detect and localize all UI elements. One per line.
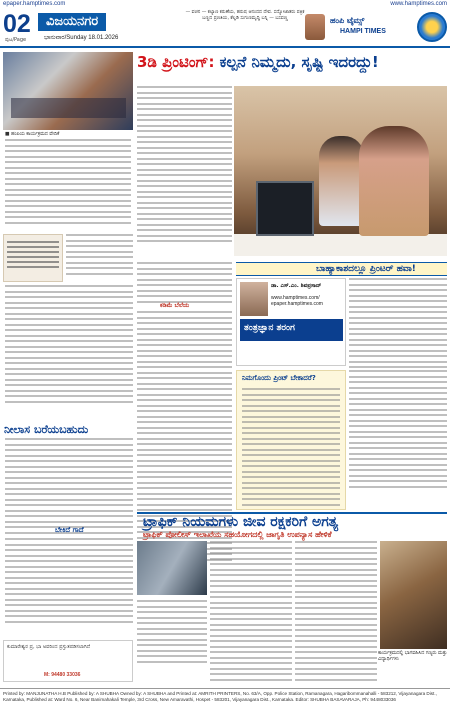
lamp-lighting-photo bbox=[380, 541, 447, 649]
top-bar bbox=[0, 0, 450, 10]
article-text-block bbox=[137, 262, 232, 306]
section-title: ಬಾಹ್ಯಾಕಾಶದಲ್ಲೂ ಪ್ರಿಂಟರ್ ಹವಾ! bbox=[316, 264, 416, 274]
event-photo bbox=[3, 52, 133, 130]
contact-text: ಕುಮಾರೇಶ್ವರ ಪ್ರ, ಭಾ ಅವರಿಂದ ಪ್ರಸ್ತುತಪಡಿಸಲಾಗಿದೆ bbox=[7, 644, 90, 650]
contact-box bbox=[3, 640, 133, 682]
vachana-quote: — ವಚನ — ಕಲ್ಯಾಣ ಕರುಣೆಯ, ಹರುಷ ಆನಂದದ ದೇವ. ಸದ್ಯೋಜಾತರು ಪತ್ರಿಕ ಬಣ್ಣದ ಪ್ರಣತಿಯ, ಕೆಲ್ಲಡಿ ಸುಗುಣಮೃದ್ದಿ ಬನ್ನಿ — ಬಸವಣ್ಣ bbox=[185, 10, 305, 21]
imprint-footer: Printed by: MANJUNATHA H.B Published by: A SHUBHA Owned by: A SHUBHA and Printed at: AMRITH PRINTERS, No. 63/A, Opp. Police Station, Ramanagara, Hagaribommanahalli - 583212, Vijayanagara Dist., Karnataka, Published at: Ward No. 6, Near Banimahakali Temple, 3rd Cross, New Amaravathi, Hospet - 583201, Vijayanagara Dist., Karnataka. Editor: SHUBHA BASAVARAJA, Ph: 9448033036 bbox=[0, 688, 450, 713]
column-banner: ತಂತ್ರಜ್ಞಾನ ತರಂಗ bbox=[240, 319, 343, 341]
page-label: ಪುಟ/Page bbox=[5, 37, 27, 43]
question-box-title: ನಿಮಗೊಂದು ಪ್ರಿಂಟ್ ಬೇಕಾದರೆ? bbox=[242, 374, 316, 382]
photo-caption: ಕಾರ್ಯಕ್ರಮದಲ್ಲಿ ಭಾಗವಹಿಸಿದ ಗಣ್ಯರು ಮತ್ತು ವಿದ್ಯಾರ್ಥಿಗಳು bbox=[378, 651, 448, 662]
article-text-block bbox=[137, 86, 232, 246]
brand-name-english: HAMPI TIMES bbox=[340, 28, 386, 35]
subheading: ಬೇಕಿದೆ ಗಾದೆ bbox=[55, 526, 84, 534]
site-url-right[interactable]: www.hamptimes.com bbox=[390, 1, 447, 7]
author-box bbox=[236, 278, 346, 366]
article-text-block bbox=[5, 139, 131, 227]
feature-headline bbox=[137, 52, 447, 80]
headline-blue: ಕಲ್ಪನೆ ನಿಮ್ಮದು, ಸೃಷ್ಟಿ ಇದರದ್ದು! bbox=[214, 53, 379, 71]
event-photo-caption: ■ ಹಂಪಿಯ ಕಾರ್ಯಕ್ರಮದ ವೇದಿಕೆ bbox=[5, 132, 60, 137]
contact-phone[interactable]: M: 94480 33036 bbox=[44, 672, 81, 678]
traffic-headline-block bbox=[137, 512, 447, 538]
author-photo bbox=[240, 282, 268, 316]
city-banner: ವಿಜಯನಗರ bbox=[38, 13, 106, 31]
article-text-block bbox=[349, 278, 447, 372]
article-text-block bbox=[5, 285, 133, 406]
page-number: 02 bbox=[3, 10, 31, 38]
column-heading: ನೀಲಾಸ ಬರೆಯಬಹುದು bbox=[4, 423, 89, 436]
article-text-block bbox=[66, 234, 133, 278]
subheading: ಕಡಿಮೆ ಬೆಲೆಯ bbox=[160, 302, 190, 309]
masthead bbox=[0, 10, 450, 48]
question-box bbox=[236, 370, 346, 510]
article-text-block bbox=[295, 541, 377, 684]
article-text-block bbox=[5, 538, 133, 626]
newspaper-logo-icon bbox=[417, 12, 447, 42]
page-number-block bbox=[2, 11, 36, 45]
article-text-block bbox=[349, 370, 447, 491]
site-url-left[interactable]: epaper.hamptimes.com bbox=[3, 1, 66, 7]
bullet-list-box bbox=[3, 234, 63, 282]
3d-printing-photo bbox=[234, 86, 447, 256]
traffic-event-photo bbox=[137, 541, 207, 595]
traffic-subheadline: ಟ್ರಾಫಿಕ್ ಪೋಲೀಸ್ ಇಲಾಖೆಯ ಸಹಯೋಗದಲ್ಲಿ ಜಾಗೃತಿ ಉಪನ್ಯಾಸ ಹೇಳಿಕೆ bbox=[143, 530, 332, 539]
article-text-block bbox=[5, 438, 133, 537]
section-title-bar bbox=[236, 262, 447, 276]
issue-date: ಭಾನುವಾರ/Sunday 18.01.2026 bbox=[44, 35, 119, 41]
brand-name-kannada: ಹಂಪಿ ಟೈಮ್ಸ್ bbox=[330, 16, 365, 25]
author-url[interactable]: epaper.hamptimes.com bbox=[271, 301, 323, 307]
article-text-block bbox=[210, 541, 292, 684]
author-name: ಡಾ. ಎಸ್.ಎಂ. ಶಿವಪ್ರಸಾದ್ bbox=[271, 283, 322, 289]
traffic-headline: ಟ್ರಾಫಿಕ್ ನಿಯಮಗಳು ಜೀವ ರಕ್ಷಕರಿಗೆ ಅಗತ್ಯ bbox=[143, 514, 339, 530]
author-url[interactable]: www.hamptimes.com/ bbox=[271, 295, 320, 301]
3d-printer-icon bbox=[256, 181, 314, 236]
headline-red: 3ಡಿ ಪ್ರಿಂಟಿಂಗ್: bbox=[137, 53, 215, 71]
article-text-block bbox=[137, 600, 207, 666]
basavanna-portrait bbox=[305, 14, 325, 40]
